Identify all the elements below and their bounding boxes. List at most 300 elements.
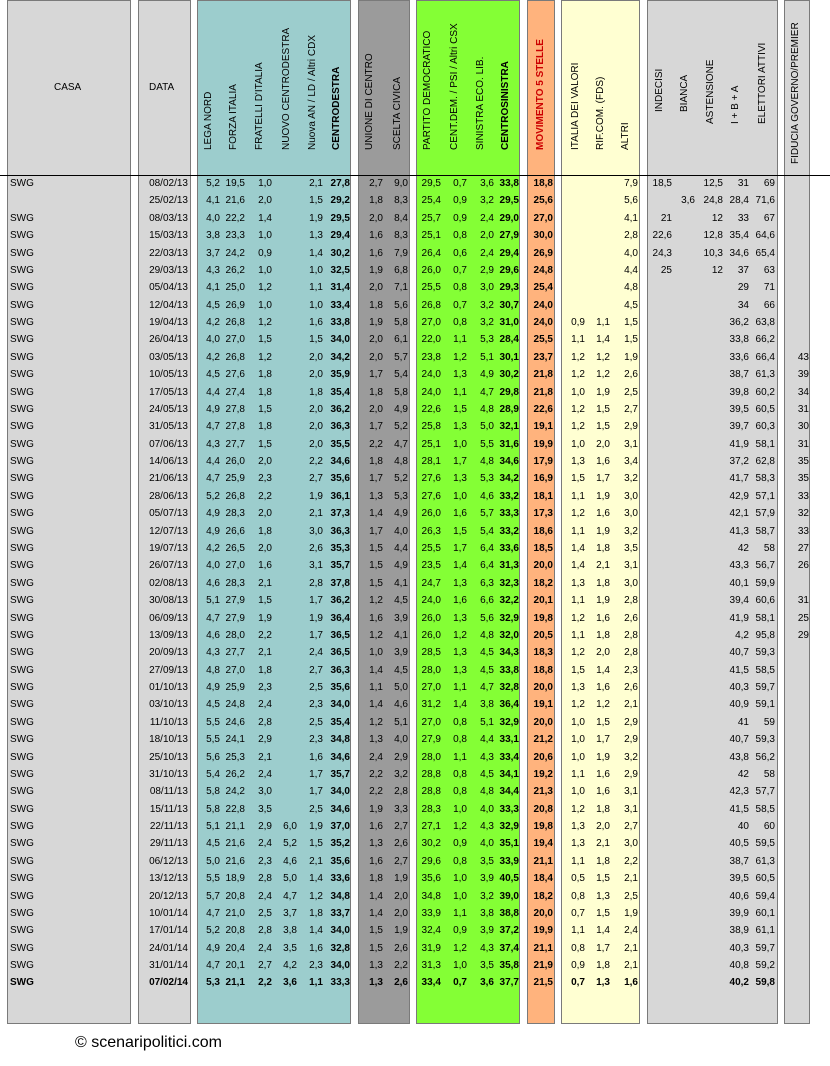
cell-nuovo-cd: 5,2: [283, 838, 297, 850]
cell-scelta-civica: 3,9: [394, 612, 408, 624]
cell-centrodestra: 34,0: [330, 925, 350, 937]
cell-iba: 40,6: [729, 890, 749, 902]
cell-date: 27/09/13: [149, 664, 188, 676]
cell-centrosinistra: 31,0: [499, 317, 519, 329]
cell-m5s: 20,1: [533, 595, 553, 607]
cell-centrosinistra: 34,2: [499, 473, 519, 485]
cell-unione-centro: 1,3: [369, 490, 383, 502]
cell-casa: SWG: [10, 855, 34, 867]
cell-pd: 23,5: [421, 560, 441, 572]
cell-scelta-civica: 2,6: [394, 977, 408, 989]
cell-unione-centro: 2,2: [369, 438, 383, 450]
cell-sel: 3,2: [480, 299, 494, 311]
cell-unione-centro: 1,4: [369, 907, 383, 919]
cell-idv: 1,2: [571, 421, 585, 433]
cell-scelta-civica: 4,1: [394, 629, 408, 641]
cell-altri: 3,1: [624, 560, 638, 572]
cell-centrodestra: 33,4: [330, 299, 350, 311]
cell-lega-nord: 4,0: [206, 560, 220, 572]
cell-casa: SWG: [10, 282, 34, 294]
cell-date: 07/02/14: [149, 977, 188, 989]
table-row: [0, 384, 830, 401]
cell-centrosinistra: 30,1: [499, 351, 519, 363]
cell-indecisi: 18,5: [652, 178, 672, 189]
cell-centrosinistra: 28,9: [499, 403, 519, 415]
cell-unione-centro: 1,6: [369, 821, 383, 833]
cell-casa: SWG: [10, 890, 34, 902]
cell-scelta-civica: 3,9: [394, 647, 408, 659]
table-row: [0, 488, 830, 505]
cell-forza-italia: 21,6: [225, 855, 245, 867]
cell-idv: 0,8: [571, 942, 585, 954]
cell-casa: SWG: [10, 577, 34, 589]
cell-casa: SWG: [10, 699, 34, 711]
cell-lega-nord: 4,7: [206, 612, 220, 624]
cell-m5s: 19,9: [533, 925, 553, 937]
cell-forza-italia: 24,2: [225, 247, 245, 259]
cell-iba: 35,4: [729, 230, 749, 242]
cell-rif-com: 2,0: [596, 647, 610, 659]
cell-date: 30/08/13: [149, 595, 188, 607]
cell-unione-centro: 1,8: [369, 456, 383, 468]
cell-fratelli-italia: 2,2: [258, 629, 272, 641]
cell-altri: 4,8: [624, 282, 638, 294]
cell-pd: 28,0: [421, 664, 441, 676]
cell-centrosinistra: 33,4: [499, 751, 519, 763]
cell-unione-centro: 1,5: [369, 542, 383, 554]
cell-scelta-civica: 4,8: [394, 456, 408, 468]
cell-fratelli-italia: 2,4: [258, 890, 272, 902]
cell-forza-italia: 20,1: [225, 960, 245, 972]
cell-date: 21/06/13: [149, 473, 188, 485]
cell-idv: 0,7: [571, 977, 585, 989]
cell-idv: 1,2: [571, 699, 585, 711]
header-centrosinistra: CENTROSINISTRA: [500, 61, 511, 150]
cell-m5s: 24,0: [533, 317, 553, 329]
cell-lega-nord: 4,0: [206, 334, 220, 346]
cell-scelta-civica: 2,0: [394, 907, 408, 919]
cell-cent-dem: 1,0: [453, 490, 467, 502]
table-row: [0, 731, 830, 748]
cell-elettori-attivi: 67: [763, 212, 775, 224]
cell-sel: 4,3: [480, 821, 494, 833]
cell-cent-dem: 1,3: [453, 369, 467, 381]
table-row: [0, 227, 830, 244]
cell-date: 31/10/13: [149, 768, 188, 780]
cell-nuovo-cd: 4,2: [283, 960, 297, 972]
cell-nuova-an: 2,0: [309, 438, 323, 450]
cell-elettori-attivi: 60,1: [755, 907, 775, 919]
cell-casa: SWG: [10, 647, 34, 659]
cell-scelta-civica: 6,8: [394, 264, 408, 276]
cell-fiducia: 34: [797, 386, 809, 398]
cell-idv: 1,2: [571, 508, 585, 520]
cell-forza-italia: 21,1: [225, 821, 245, 833]
header-indecisi: INDECISI: [654, 68, 665, 112]
cell-date: 22/03/13: [149, 247, 188, 259]
cell-cent-dem: 0,9: [453, 925, 467, 937]
cell-fratelli-italia: 2,4: [258, 768, 272, 780]
cell-m5s: 25,5: [533, 334, 553, 346]
cell-elettori-attivi: 65,4: [755, 247, 775, 259]
cell-cent-dem: 1,3: [453, 473, 467, 485]
cell-elettori-attivi: 63,8: [755, 317, 775, 329]
cell-fiducia: 35: [797, 456, 809, 468]
cell-lega-nord: 5,1: [206, 595, 220, 607]
cell-iba: 42,3: [729, 786, 749, 798]
cell-casa: SWG: [10, 317, 34, 329]
cell-cent-dem: 1,1: [453, 386, 467, 398]
cell-idv: 1,0: [571, 734, 585, 746]
cell-pd: 29,5: [421, 178, 441, 189]
cell-lega-nord: 4,5: [206, 838, 220, 850]
copyright-text: © scenaripolitici.com: [75, 1034, 222, 1051]
cell-unione-centro: 1,4: [369, 508, 383, 520]
cell-altri: 2,9: [624, 421, 638, 433]
cell-date: 15/11/13: [149, 803, 188, 815]
cell-centrodestra: 34,2: [330, 351, 350, 363]
cell-altri: 2,6: [624, 369, 638, 381]
cell-fratelli-italia: 1,0: [258, 230, 272, 242]
cell-fiducia: 25: [797, 612, 809, 624]
cell-rif-com: 1,6: [596, 786, 610, 798]
cell-sel: 5,6: [480, 612, 494, 624]
cell-nuova-an: 1,8: [309, 907, 323, 919]
cell-forza-italia: 27,7: [225, 438, 245, 450]
cell-nuovo-cd: 5,0: [283, 873, 297, 885]
cell-rif-com: 1,8: [596, 855, 610, 867]
cell-fiducia: 32: [797, 508, 809, 520]
cell-m5s: 20,0: [533, 907, 553, 919]
cell-forza-italia: 20,4: [225, 942, 245, 954]
cell-centrodestra: 36,2: [330, 403, 350, 415]
cell-forza-italia: 22,8: [225, 803, 245, 815]
cell-scelta-civica: 4,6: [394, 699, 408, 711]
cell-forza-italia: 24,1: [225, 734, 245, 746]
cell-fratelli-italia: 2,8: [258, 716, 272, 728]
cell-nuova-an: 1,1: [309, 282, 323, 294]
cell-m5s: 18,2: [533, 890, 553, 902]
cell-fratelli-italia: 2,8: [258, 925, 272, 937]
cell-iba: 39,4: [729, 595, 749, 607]
cell-indecisi: 25: [660, 264, 672, 276]
cell-centrosinistra: 32,8: [499, 682, 519, 694]
cell-casa: SWG: [10, 786, 34, 798]
cell-rif-com: 1,9: [596, 595, 610, 607]
cell-fratelli-italia: 1,2: [258, 282, 272, 294]
cell-cent-dem: 1,2: [453, 942, 467, 954]
cell-cent-dem: 0,9: [453, 212, 467, 224]
cell-m5s: 21,8: [533, 386, 553, 398]
cell-altri: 2,8: [624, 230, 638, 242]
cell-cent-dem: 1,4: [453, 699, 467, 711]
cell-sel: 4,9: [480, 369, 494, 381]
cell-date: 17/01/14: [149, 925, 188, 937]
cell-idv: 1,2: [571, 647, 585, 659]
cell-centrodestra: 35,7: [330, 768, 350, 780]
cell-altri: 3,2: [624, 473, 638, 485]
cell-cent-dem: 1,0: [453, 960, 467, 972]
cell-scelta-civica: 5,6: [394, 299, 408, 311]
cell-pd: 22,0: [421, 334, 441, 346]
cell-altri: 2,5: [624, 890, 638, 902]
cell-scelta-civica: 5,2: [394, 421, 408, 433]
cell-idv: 1,2: [571, 403, 585, 415]
cell-m5s: 23,7: [533, 351, 553, 363]
cell-casa: SWG: [10, 230, 34, 242]
cell-sel: 3,6: [480, 977, 494, 989]
cell-lega-nord: 3,7: [206, 247, 220, 259]
cell-scelta-civica: 5,1: [394, 716, 408, 728]
cell-cent-dem: 1,3: [453, 647, 467, 659]
cell-centrodestra: 35,2: [330, 838, 350, 850]
cell-altri: 5,6: [624, 195, 638, 207]
header-idv: ITALIA DEI VALORI: [570, 62, 581, 150]
cell-casa: SWG: [10, 960, 34, 972]
cell-casa: SWG: [10, 821, 34, 833]
cell-centrodestra: 37,8: [330, 577, 350, 589]
header-centrodestra: CENTRODESTRA: [331, 66, 342, 150]
cell-sel: 2,9: [480, 264, 494, 276]
cell-forza-italia: 26,0: [225, 456, 245, 468]
cell-idv: 1,3: [571, 682, 585, 694]
cell-rif-com: 1,3: [596, 977, 610, 989]
cell-centrosinistra: 29,5: [499, 195, 519, 207]
table-row: [0, 627, 830, 644]
cell-nuova-an: 2,7: [309, 664, 323, 676]
cell-idv: 0,9: [571, 960, 585, 972]
cell-pd: 25,8: [421, 421, 441, 433]
cell-casa: SWG: [10, 873, 34, 885]
cell-rif-com: 1,5: [596, 716, 610, 728]
cell-cent-dem: 0,7: [453, 977, 467, 989]
cell-pd: 33,4: [421, 977, 441, 989]
cell-idv: 1,1: [571, 490, 585, 502]
cell-nuovo-cd: 3,6: [283, 977, 297, 989]
cell-pd: 28,0: [421, 751, 441, 763]
cell-centrosinistra: 37,2: [499, 925, 519, 937]
cell-unione-centro: 2,0: [369, 282, 383, 294]
cell-fratelli-italia: 3,0: [258, 786, 272, 798]
cell-rif-com: 1,9: [596, 751, 610, 763]
cell-unione-centro: 1,5: [369, 925, 383, 937]
cell-astensione: 12,5: [703, 178, 723, 189]
header-casa: CASA: [54, 82, 82, 93]
cell-altri: 2,4: [624, 925, 638, 937]
cell-pd: 27,0: [421, 716, 441, 728]
cell-m5s: 19,1: [533, 699, 553, 711]
cell-fratelli-italia: 2,4: [258, 942, 272, 954]
cell-fratelli-italia: 2,8: [258, 873, 272, 885]
cell-indecisi: 24,3: [652, 247, 672, 259]
cell-elettori-attivi: 95,8: [755, 629, 775, 641]
cell-pd: 26,0: [421, 629, 441, 641]
cell-rif-com: 1,8: [596, 960, 610, 972]
cell-lega-nord: 5,2: [206, 490, 220, 502]
cell-unione-centro: 1,9: [369, 264, 383, 276]
header-astensione: ASTENSIONE: [705, 59, 716, 124]
cell-pd: 34,8: [421, 890, 441, 902]
cell-centrodestra: 36,5: [330, 647, 350, 659]
cell-cent-dem: 1,7: [453, 456, 467, 468]
cell-casa: SWG: [10, 334, 34, 346]
cell-lega-nord: 4,4: [206, 386, 220, 398]
cell-m5s: 18,2: [533, 577, 553, 589]
cell-m5s: 18,3: [533, 647, 553, 659]
cell-centrodestra: 35,4: [330, 386, 350, 398]
cell-m5s: 18,8: [533, 664, 553, 676]
cell-nuova-an: 2,1: [309, 508, 323, 520]
cell-fiducia: 26: [797, 560, 809, 572]
cell-rif-com: 1,9: [596, 490, 610, 502]
cell-scelta-civica: 2,8: [394, 786, 408, 798]
cell-scelta-civica: 3,3: [394, 803, 408, 815]
cell-rif-com: 1,6: [596, 682, 610, 694]
cell-lega-nord: 3,8: [206, 230, 220, 242]
cell-elettori-attivi: 71,6: [755, 195, 775, 207]
cell-date: 26/04/13: [149, 334, 188, 346]
cell-scelta-civica: 7,1: [394, 282, 408, 294]
cell-nuova-an: 1,1: [309, 977, 323, 989]
cell-fiducia: 29: [797, 629, 809, 641]
cell-idv: 1,0: [571, 386, 585, 398]
cell-scelta-civica: 1,9: [394, 873, 408, 885]
cell-altri: 2,8: [624, 629, 638, 641]
cell-unione-centro: 1,4: [369, 890, 383, 902]
cell-sel: 4,5: [480, 647, 494, 659]
cell-sel: 5,0: [480, 421, 494, 433]
cell-idv: 1,1: [571, 525, 585, 537]
cell-cent-dem: 0,8: [453, 768, 467, 780]
cell-elettori-attivi: 59,7: [755, 682, 775, 694]
cell-lega-nord: 5,7: [206, 890, 220, 902]
cell-iba: 42: [737, 768, 749, 780]
cell-fratelli-italia: 2,3: [258, 855, 272, 867]
cell-cent-dem: 1,3: [453, 664, 467, 676]
cell-scelta-civica: 2,7: [394, 821, 408, 833]
cell-nuova-an: 3,1: [309, 560, 323, 572]
cell-pd: 26,0: [421, 508, 441, 520]
cell-date: 19/04/13: [149, 317, 188, 329]
cell-centrosinistra: 38,8: [499, 907, 519, 919]
cell-m5s: 20,5: [533, 629, 553, 641]
cell-nuovo-cd: 4,6: [283, 855, 297, 867]
cell-idv: 1,4: [571, 560, 585, 572]
cell-altri: 3,2: [624, 525, 638, 537]
table-row: [0, 314, 830, 331]
cell-lega-nord: 4,8: [206, 664, 220, 676]
table-row: [0, 957, 830, 974]
cell-idv: 1,3: [571, 456, 585, 468]
table-row: [0, 783, 830, 800]
cell-lega-nord: 4,7: [206, 421, 220, 433]
cell-unione-centro: 1,5: [369, 560, 383, 572]
cell-altri: 1,5: [624, 317, 638, 329]
cell-nuova-an: 1,0: [309, 299, 323, 311]
cell-nuova-an: 1,5: [309, 195, 323, 207]
cell-unione-centro: 2,0: [369, 334, 383, 346]
cell-idv: 0,9: [571, 317, 585, 329]
cell-altri: 2,8: [624, 595, 638, 607]
cell-rif-com: 1,2: [596, 351, 610, 363]
cell-rif-com: 1,7: [596, 942, 610, 954]
cell-centrosinistra: 29,8: [499, 386, 519, 398]
cell-iba: 39,5: [729, 873, 749, 885]
cell-altri: 3,4: [624, 456, 638, 468]
cell-casa: SWG: [10, 803, 34, 815]
cell-date: 29/03/13: [149, 264, 188, 276]
cell-sel: 4,6: [480, 490, 494, 502]
cell-scelta-civica: 5,8: [394, 317, 408, 329]
table-row: [0, 262, 830, 279]
cell-elettori-attivi: 58,3: [755, 473, 775, 485]
cell-sel: 4,4: [480, 734, 494, 746]
cell-pd: 27,9: [421, 734, 441, 746]
cell-scelta-civica: 4,0: [394, 525, 408, 537]
cell-nuova-an: 1,6: [309, 942, 323, 954]
cell-sel: 4,3: [480, 751, 494, 763]
cell-centrosinistra: 34,4: [499, 786, 519, 798]
cell-fratelli-italia: 2,9: [258, 821, 272, 833]
cell-forza-italia: 26,8: [225, 317, 245, 329]
cell-fiducia: 31: [797, 595, 809, 607]
cell-rif-com: 1,5: [596, 421, 610, 433]
cell-date: 13/12/13: [149, 873, 188, 885]
cell-nuova-an: 1,8: [309, 386, 323, 398]
cell-lega-nord: 5,8: [206, 786, 220, 798]
cell-elettori-attivi: 57,7: [755, 786, 775, 798]
cell-nuova-an: 1,4: [309, 873, 323, 885]
cell-nuova-an: 2,8: [309, 577, 323, 589]
cell-altri: 1,9: [624, 907, 638, 919]
cell-elettori-attivi: 59,4: [755, 890, 775, 902]
header-sel: SINISTRA ECO. LIB.: [475, 56, 486, 150]
cell-sel: 5,3: [480, 473, 494, 485]
cell-date: 08/02/13: [149, 178, 188, 189]
cell-rif-com: 1,6: [596, 508, 610, 520]
cell-sel: 3,8: [480, 699, 494, 711]
cell-rif-com: 1,9: [596, 386, 610, 398]
cell-centrosinistra: 33,8: [499, 664, 519, 676]
cell-casa: SWG: [10, 438, 34, 450]
cell-sel: 3,0: [480, 282, 494, 294]
cell-sel: 5,4: [480, 525, 494, 537]
cell-lega-nord: 5,6: [206, 751, 220, 763]
cell-nuovo-cd: 4,7: [283, 890, 297, 902]
cell-date: 05/04/13: [149, 282, 188, 294]
cell-rif-com: 1,1: [596, 317, 610, 329]
cell-lega-nord: 4,9: [206, 942, 220, 954]
cell-unione-centro: 1,8: [369, 386, 383, 398]
cell-indecisi: 21: [660, 212, 672, 224]
table-row: [0, 801, 830, 818]
cell-cent-dem: 1,3: [453, 577, 467, 589]
cell-iba: 39,5: [729, 403, 749, 415]
cell-centrosinistra: 32,2: [499, 595, 519, 607]
cell-scelta-civica: 4,0: [394, 734, 408, 746]
cell-forza-italia: 26,8: [225, 490, 245, 502]
cell-date: 05/07/13: [149, 508, 188, 520]
cell-unione-centro: 1,7: [369, 525, 383, 537]
cell-unione-centro: 1,2: [369, 629, 383, 641]
header-cent-dem: CENT.DEM. / PSI / Altri CSX: [449, 23, 460, 150]
cell-elettori-attivi: 58,1: [755, 438, 775, 450]
header-nuovo-cd: NUOVO CENTRODESTRA: [281, 27, 292, 150]
cell-unione-centro: 1,7: [369, 421, 383, 433]
cell-lega-nord: 4,7: [206, 960, 220, 972]
cell-iba: 38,7: [729, 369, 749, 381]
cell-m5s: 18,8: [533, 178, 553, 189]
